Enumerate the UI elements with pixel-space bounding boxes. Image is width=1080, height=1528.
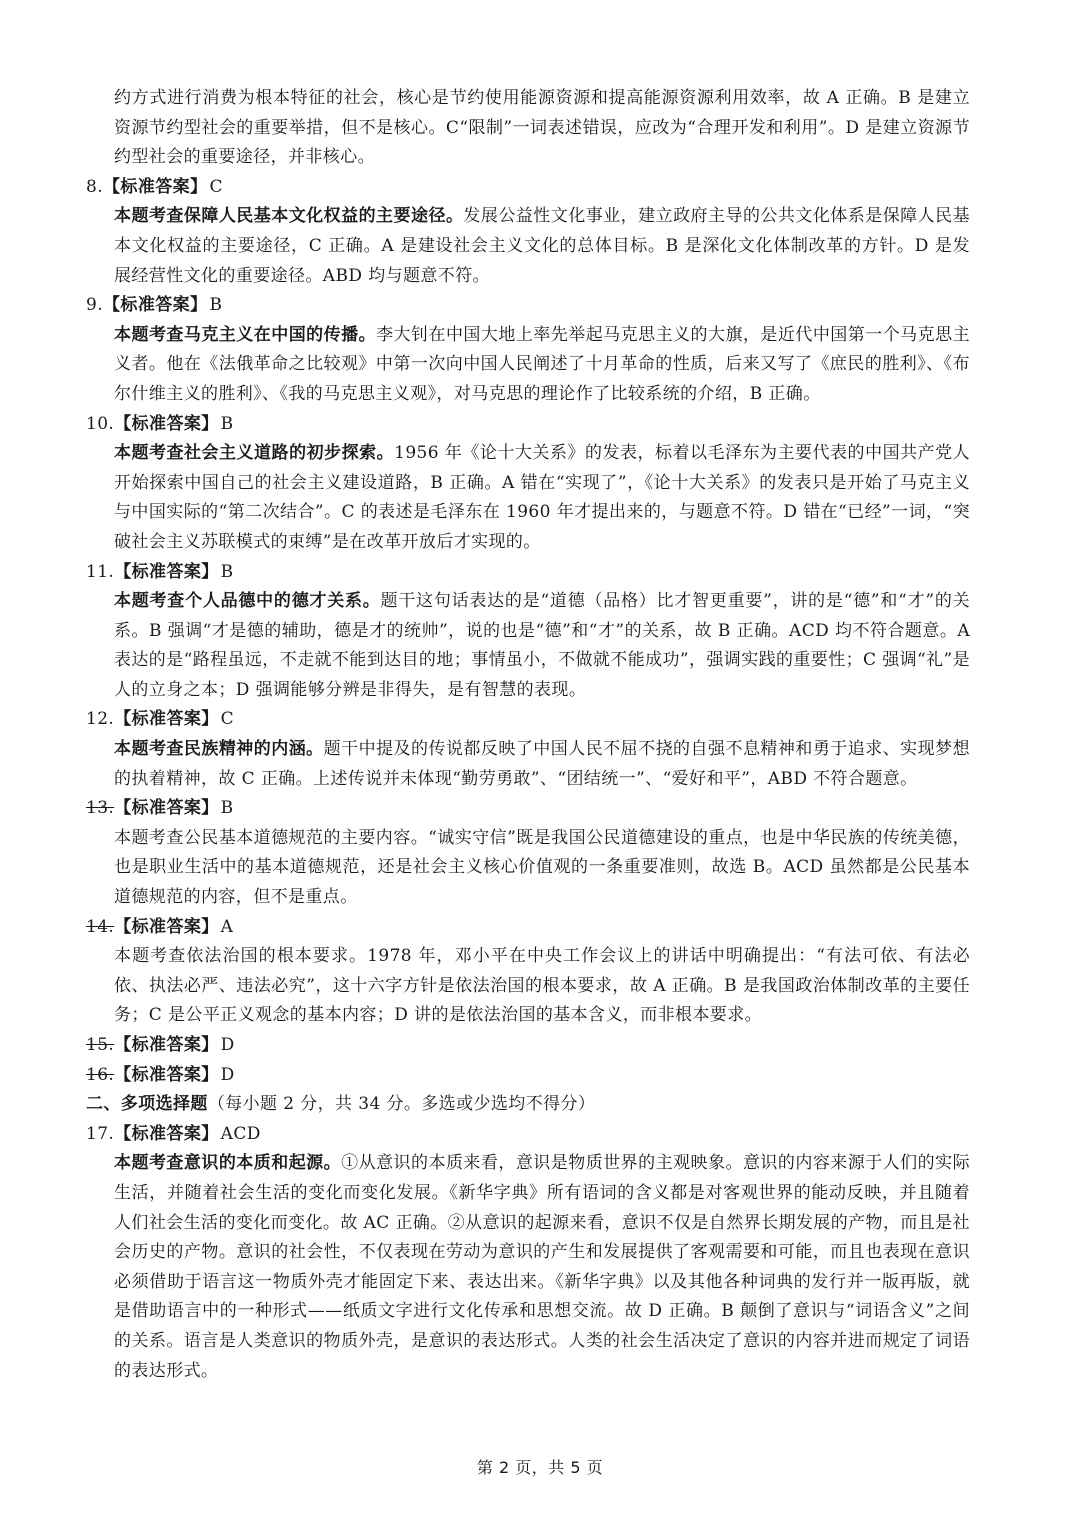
answer-item-11	[86, 558, 970, 706]
explanation-text: 本题考查公民基本道德规范的主要内容。“诚实守信”既是我国公民道德建设的重点，也是中华民族的传统美德，也是职业生活中的基本道德规范，还是社会主义核心价值观的一条重要准则，故选 B。ACD 虽然都是公民基本道德规范的内容，但不是重点。	[114, 827, 970, 908]
answer-label: 【标准答案】	[114, 413, 219, 434]
explanation-text: 本题考查依法治国的根本要求。1978 年，邓小平在中央工作会议上的讲话中明确提出：“有法可依、有法必依、执法必严、违法必究”，这十六字方针是依法治国的根本要求，故 A 正确。B 是我国政治体制改革的主要任务；C 是公平正义观念的基本内容；D 讲的是依法治国的基本含义，而非根本要求。	[114, 946, 970, 1026]
answer-header	[86, 1031, 970, 1061]
section-header	[86, 1090, 970, 1120]
answer-item-10	[86, 410, 970, 558]
explanation-lead: 本题考查马克主义在中国的传播。	[114, 324, 377, 345]
question-number: 11.	[86, 561, 115, 582]
answer-item-13	[86, 794, 970, 912]
explanation	[114, 942, 970, 1031]
answer-header	[86, 558, 970, 588]
answer-header	[86, 410, 970, 440]
section-title: 二、多项选择题	[86, 1094, 208, 1115]
question-number: 8.	[86, 176, 104, 197]
answer-label: 【标准答案】	[114, 561, 219, 582]
question-number: 16.	[86, 1064, 115, 1085]
answer-label: 【标准答案】	[103, 295, 208, 316]
explanation	[114, 439, 970, 557]
answer-item-9	[86, 291, 970, 409]
explanation-text: 李大钊在中国大地上率先举起马克思主义的大旗，是近代中国第一个马克思主义者。他在《法俄革命之比较观》中第一次向中国人民阐述了十月革命的性质，后来又写了《庶民的胜利》、《布尔什维主义的胜利》、《我的马克思主义观》，对马克思的理论作了比较系统的介绍，B 正确。	[114, 324, 970, 404]
answer-label: 【标准答案】	[114, 916, 219, 937]
answer-header	[86, 913, 970, 943]
explanation-text: 题干这句话表达的是“道德（品格）比才智更重要”，讲的是“德”和“才”的关系。B 强调“才是德的辅助，德是才的统帅”，说的也是“德”和“才”的关系，故 B 正确。ACD 均不符合题意。A 表达的是“路程虽远，不走就不能到达目的地；事情虽小，不做就不能成功”，强调实践的重要性；C 强调“礼”是人的立身之本；D 强调能够分辨是非得失，是有智慧的表现。	[114, 591, 971, 700]
answer-item-12	[86, 705, 970, 794]
explanation-lead: 本题考查意识的本质和起源。	[114, 1153, 342, 1174]
answer-label: 【标准答案】	[114, 1123, 219, 1144]
answer-choice: C	[209, 176, 223, 197]
answer-choice: D	[220, 1064, 235, 1085]
answer-item-16	[86, 1061, 970, 1091]
answer-header	[86, 1120, 970, 1150]
answer-choice: B	[220, 561, 234, 582]
answer-label: 【标准答案】	[114, 798, 219, 819]
explanation-text: ①从意识的本质来看，意识是物质世界的主观映象。意识的内容来源于人们的实际生活，并随着社会生活的变化而变化发展。《新华字典》所有语词的含义都是对客观世界的能动反映，并且随着人们社会生活的变化而变化。故 AC 正确。②从意识的起源来看，意识不仅是自然界长期发展的产物，而且是社会历史的产物。意识的社会性，不仅表现在劳动为意识的产生和发展提供了客观需要和可能，而且也表现在意识必须借助于语言这一物质外壳才能固定下来、表达出来。《新华字典》以及其他各种词典的发行并一版再版，就是借助语言中的一种形式——纸质文字进行文化传承和思想交流。故 D 正确。B 颠倒了意识与“词语含义”之间的关系。语言是人类意识的物质外壳，是意识的表达形式。人类的社会生活决定了意识的内容并进而规定了词语的表达形式。	[114, 1153, 970, 1381]
answer-item-14	[86, 913, 970, 1031]
answer-choice: A	[220, 916, 234, 937]
answer-header	[86, 794, 970, 824]
explanation-lead: 本题考查社会主义道路的初步探索。	[114, 443, 395, 464]
answer-choice: B	[209, 295, 223, 316]
explanation-text: 发展公益性文化事业，建立政府主导的公共文化体系是保障人民基本文化权益的主要途径，C 正确。A 是建设社会主义文化的总体目标。B 是深化文化体制改革的方针。D 是发展经营性文化的重要途径。ABD 均与题意不符。	[114, 206, 970, 286]
explanation-lead: 本题考查保障人民基本文化权益的主要途径。	[114, 206, 464, 227]
explanation	[114, 824, 970, 913]
answer-label: 【标准答案】	[103, 176, 208, 197]
answer-label: 【标准答案】	[114, 709, 219, 730]
question-number: 13.	[86, 798, 115, 819]
question-number: 14.	[86, 916, 115, 937]
explanation	[114, 1149, 970, 1386]
explanation	[114, 202, 970, 291]
explanation-text: 1956 年《论十大关系》的发表，标着以毛泽东为主要代表的中国共产党人开始探索中国自己的社会主义建设道路，B 正确。A 错在“实现了”，《论十大关系》的发表只是开始了马克主义与中国实际的“第二次结合”。C 的表述是毛泽东在 1960 年才提出来的，与题意不符。D 错在“已经”一词，“突破社会主义苏联模式的束缚”是在改革开放后才实现的。	[114, 443, 971, 552]
answer-header	[86, 291, 970, 321]
answer-header	[86, 1061, 970, 1091]
question-number: 17.	[86, 1123, 115, 1144]
explanation	[114, 321, 970, 410]
answer-choice: C	[220, 709, 235, 730]
answer-label: 【标准答案】	[114, 1035, 219, 1055]
answer-header	[86, 173, 970, 203]
question-number: 10.	[86, 413, 115, 434]
section-note: （每小题 2 分，共 34 分。多选或少选均不得分）	[207, 1094, 596, 1115]
answer-choice: B	[220, 798, 234, 819]
explanation-lead: 本题考查个人品德中的德才关系。	[114, 591, 381, 612]
answer-header	[86, 705, 970, 735]
answer-choice: B	[220, 413, 234, 434]
page-footer: 第 2 页，共 5 页	[476, 1458, 604, 1477]
answer-label: 【标准答案】	[114, 1064, 219, 1085]
question-number: 12.	[86, 709, 115, 730]
explanation	[114, 587, 970, 705]
answer-item-17	[86, 1120, 970, 1386]
explanation-lead: 本题考查民族精神的内涵。	[114, 739, 324, 760]
intro-paragraph: 约方式进行消费为根本特征的社会，核心是节约使用能源资源和提高能源资源利用效率，故 A 正确。B 是建立资源节约型社会的重要举措，但不是核心。C“限制”一词表述错误，应改为“合理开发和利用”。D 是建立资源节约型社会的重要途径，并非核心。	[114, 88, 970, 168]
answer-item-8	[86, 173, 970, 291]
answer-choice: D	[220, 1035, 235, 1055]
answer-choice: ACD	[220, 1123, 261, 1144]
question-number: 9.	[86, 295, 104, 316]
explanation	[114, 735, 970, 794]
explanation-text: 题干中提及的传说都反映了中国人民不屈不挠的自强不息精神和勇于追求、实现梦想的执着精神，故 C 正确。上述传说并未体现“勤劳勇敢”、“团结统一”、“爱好和平”，ABD 不符合题意。	[114, 739, 970, 789]
question-number: 15.	[86, 1035, 115, 1055]
answer-item-15	[86, 1031, 970, 1061]
